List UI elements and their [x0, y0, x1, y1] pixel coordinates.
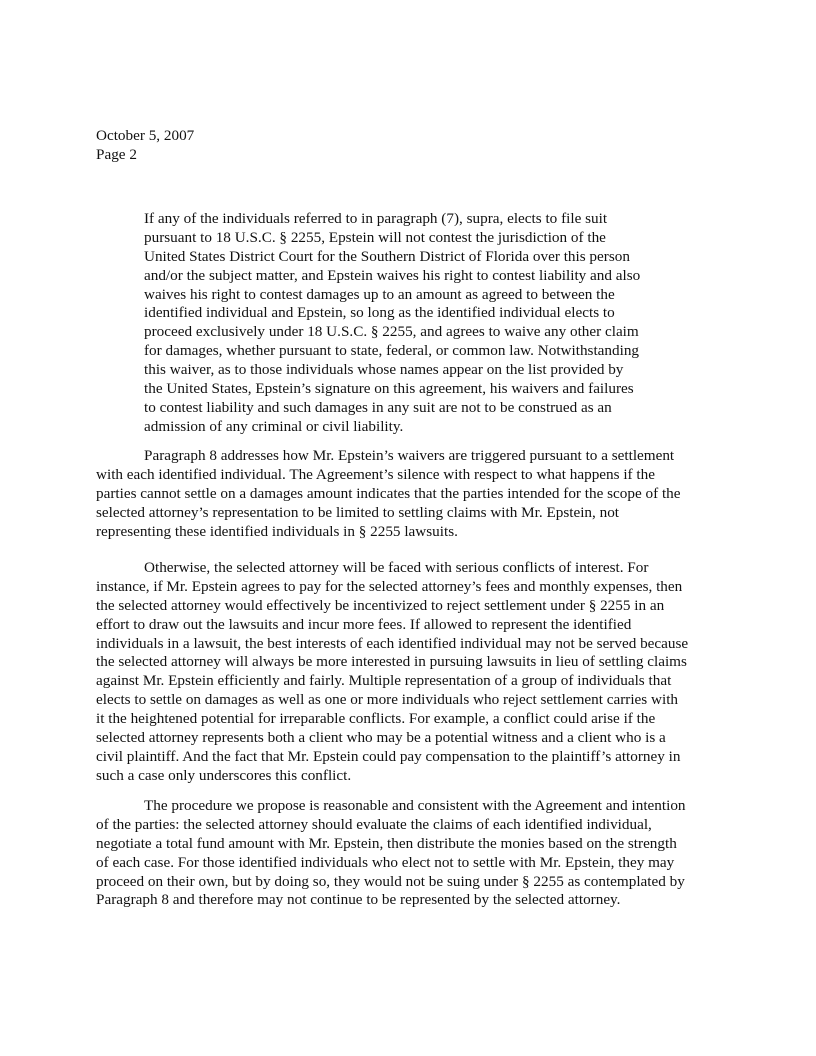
paragraph-line: negotiate a total fund amount with Mr. Epstein, then distribute the monies based on the strength	[96, 834, 677, 852]
paragraph-line: selected attorney’s representation to be limited to settling claims with Mr. Epstein, not	[96, 503, 620, 521]
quote-line: identified individual and Epstein, so long as the identified individual elects to	[144, 304, 615, 322]
quote-line: to contest liability and such damages in any suit are not to be construed as an	[144, 398, 612, 416]
paragraph-line: proceed on their own, but by doing so, they would not be suing under § 2255 as contemplated by	[96, 872, 685, 890]
paragraph-waivers	[96, 447, 720, 541]
quote-line: waives his right to contest damages up to an amount as agreed to between the	[144, 285, 615, 303]
paragraph-line: it the heightened potential for irreparable conflicts. For example, a conflict could arise if the	[96, 710, 656, 728]
page-number: Page 2	[96, 145, 137, 163]
paragraph-line: the selected attorney would effectively be incentivized to reject settlement under § 2255 in an	[96, 596, 665, 614]
paragraph-line: effort to draw out the lawsuits and incur more fees. If allowed to represent the identified	[96, 615, 632, 633]
paragraph-line: Otherwise, the selected attorney will be faced with serious conflicts of interest. For	[144, 559, 649, 576]
paragraph-line: civil plaintiff. And the fact that Mr. Epstein could pay compensation to the plaintiff’s attorney in	[96, 747, 681, 765]
quote-line: proceed exclusively under 18 U.S.C. § 2255, and agrees to waive any other claim	[144, 323, 639, 341]
quoted-paragraph	[144, 210, 684, 437]
paragraph-line: against Mr. Epstein efficiently and fairly. Multiple representation of a group of individuals that	[96, 672, 672, 690]
paragraph-line: parties cannot settle on a damages amount indicates that the parties intended for the scope of the	[96, 484, 681, 502]
paragraph-conflicts	[96, 559, 720, 786]
paragraph-line: with each identified individual. The Agreement’s silence with respect to what happens if the	[96, 465, 655, 483]
paragraph-procedure	[96, 797, 720, 910]
quote-line: and/or the subject matter, and Epstein waives his right to contest liability and also	[144, 266, 641, 284]
letter-date: October 5, 2007	[96, 127, 195, 144]
quote-line: the United States, Epstein’s signature on this agreement, his waivers and failures	[144, 380, 634, 398]
quote-line: pursuant to 18 U.S.C. § 2255, Epstein will not contest the jurisdiction of the	[144, 228, 606, 246]
paragraph-line: the selected attorney will always be more interested in pursuing lawsuits in lieu of settling claims	[96, 653, 687, 671]
letter-header	[96, 127, 396, 165]
paragraph-line: Paragraph 8 and therefore may not continue to be represented by the selected attorney.	[96, 891, 621, 909]
quote-line: If any of the individuals referred to in paragraph (7), supra, elects to file suit	[144, 210, 608, 227]
quote-line: for damages, whether pursuant to state, federal, or common law. Notwithstanding	[144, 342, 640, 360]
paragraph-line: of each case. For those identified individuals who elect not to settle with Mr. Epstein, they may	[96, 853, 675, 871]
paragraph-line: Paragraph 8 addresses how Mr. Epstein’s waivers are triggered pursuant to a settlement	[144, 447, 675, 464]
paragraph-line: representing these identified individuals in § 2255 lawsuits.	[96, 522, 458, 540]
quote-line: United States District Court for the Southern District of Florida over this person	[144, 247, 630, 265]
paragraph-line: individuals in a lawsuit, the best interests of each identified individual may not be served because	[96, 634, 689, 652]
quote-line: admission of any criminal or civil liability.	[144, 417, 404, 435]
paragraph-line: such a case only underscores this conflict.	[96, 766, 352, 784]
paragraph-line: The procedure we propose is reasonable and consistent with the Agreement and intention	[144, 797, 686, 814]
paragraph-line: of the parties: the selected attorney should evaluate the claims of each identified individual,	[96, 815, 652, 833]
paragraph-line: instance, if Mr. Epstein agrees to pay for the selected attorney’s fees and monthly expenses, then	[96, 577, 683, 595]
paragraph-line: elects to settle on damages as well as one or more individuals who reject settlement carries with	[96, 691, 679, 709]
quote-line: this waiver, as to those individuals whose names appear on the list provided by	[144, 361, 624, 379]
paragraph-line: selected attorney represents both a client who may be a potential witness and a client who is a	[96, 729, 666, 747]
